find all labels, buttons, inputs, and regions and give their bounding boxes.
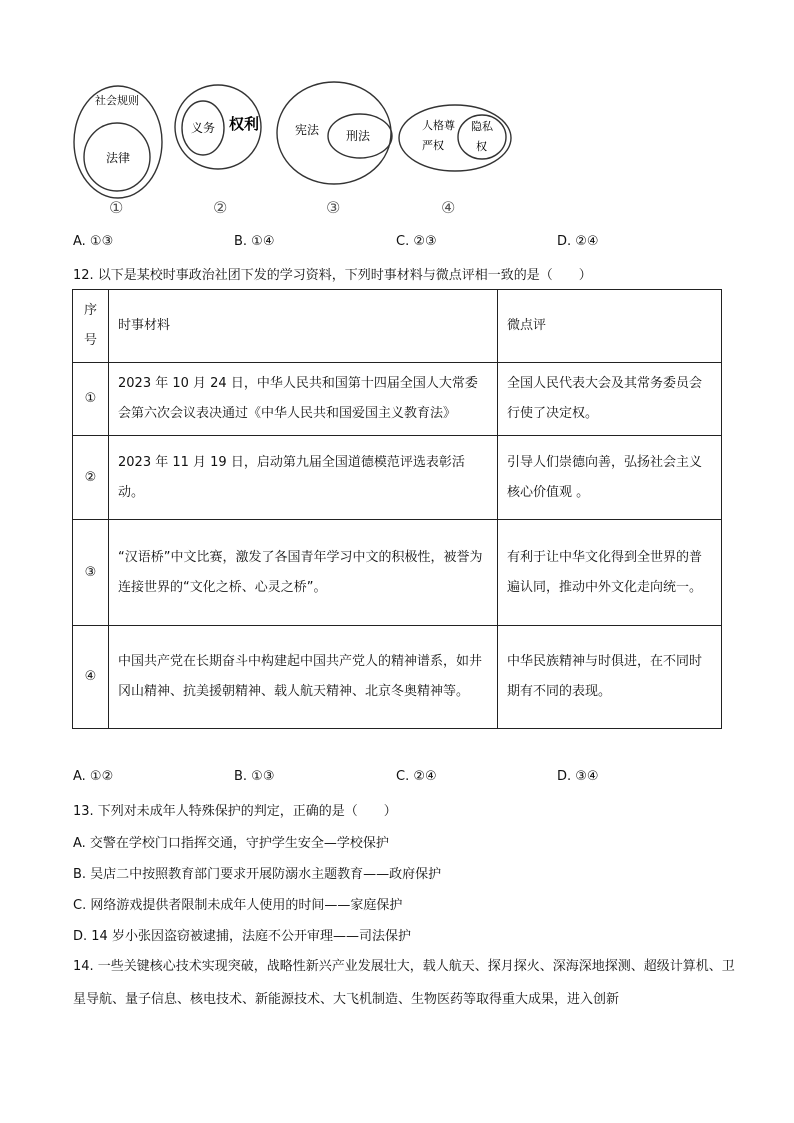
q13-option-d[interactable]: D. 14 岁小张因盗窃被逮捕，法庭不公开审理——司法保护 xyxy=(73,929,411,944)
q12-question: 12. 以下是某校时事政治社团下发的学习资料，下列时事材料与微点评相一致的是（ ） xyxy=(73,268,592,283)
header-number xyxy=(73,290,109,363)
q11-option-a[interactable]: A. ①③ xyxy=(73,234,114,249)
diagram-1-number: ① xyxy=(109,198,124,217)
q11-diagrams xyxy=(60,80,540,220)
row-material: 2023 年 11 月 19 日，启动第九届全国道德模范评选表彰活动。 xyxy=(109,436,498,520)
row-comment: 全国人民代表大会及其常务委员会行使了决定权。 xyxy=(498,363,722,436)
q14-text: 14. 一些关键核心技术实现突破，战略性新兴产业发展壮大，载人航天、探月探火、深海深地探测、超级计算机、卫星导航、量子信息、核电技术、新能源技术、大飞机制造、生物医药等取得重大成果，进入创新 xyxy=(73,959,735,1007)
diagram-3-number: ③ xyxy=(326,198,341,217)
diagram-4 xyxy=(399,105,511,217)
row-comment: 引导人们崇德向善，弘扬社会主义核心价值观 。 xyxy=(498,436,722,520)
diagram-4-outer-circle xyxy=(399,105,511,171)
diagram-3-inner-label: 刑法 xyxy=(346,129,371,143)
row-number: ④ xyxy=(73,626,109,729)
q12-option-a[interactable]: A. ①② xyxy=(73,769,114,784)
header-number-line2: 号 xyxy=(83,333,97,348)
diagram-1 xyxy=(74,86,162,217)
row-comment: 中华民族精神与时俱进，在不同时期有不同的表现。 xyxy=(498,626,722,729)
q13-option-c[interactable]: C. 网络游戏提供者限制未成年人使用的时间——家庭保护 xyxy=(73,898,403,913)
diagram-1-inner-label: 法律 xyxy=(106,151,131,165)
q13-option-b[interactable]: B. 吴店二中按照教育部门要求开展防溺水主题教育——政府保护 xyxy=(73,867,442,882)
diagram-2-outer-label: 权利 xyxy=(229,115,260,133)
diagram-4-number: ④ xyxy=(441,198,456,217)
diagram-4-inner-label-2: 权 xyxy=(476,140,487,153)
diagram-3 xyxy=(277,82,392,217)
row-number: ③ xyxy=(73,520,109,626)
diagram-4-outer-label-1: 人格尊 xyxy=(422,119,455,132)
table-header-row xyxy=(73,290,722,363)
q11-option-c[interactable]: C. ②③ xyxy=(396,234,437,249)
diagram-4-outer-label-2: 严权 xyxy=(422,139,444,152)
diagram-4-inner-label-1: 隐私 xyxy=(471,120,493,133)
q12-option-d[interactable]: D. ③④ xyxy=(557,769,599,784)
row-number: ② xyxy=(73,436,109,520)
table-row xyxy=(73,626,722,729)
row-material: 2023 年 10 月 24 日，中华人民共和国第十四届全国人大常委会第六次会议表决通过《中华人民共和国爱国主义教育法》 xyxy=(109,363,498,436)
q13-question: 13. 下列对未成年人特殊保护的判定，正确的是（ ） xyxy=(73,804,397,819)
table-row xyxy=(73,520,722,626)
row-comment: 有利于让中华文化得到全世界的普遍认同，推动中外文化走向统一。 xyxy=(498,520,722,626)
table-row xyxy=(73,363,722,436)
diagram-1-outer-label: 社会规则 xyxy=(95,94,139,107)
q11-option-b[interactable]: B. ①④ xyxy=(234,234,275,249)
header-material: 时事材料 xyxy=(109,290,498,363)
q12-option-b[interactable]: B. ①③ xyxy=(234,769,275,784)
q12-option-c[interactable]: C. ②④ xyxy=(396,769,437,784)
row-material: 中国共产党在长期奋斗中构建起中国共产党人的精神谱系，如井冈山精神、抗美援朝精神、载人航天精神、北京冬奥精神等。 xyxy=(109,626,498,729)
q11-option-d[interactable]: D. ②④ xyxy=(557,234,599,249)
diagram-2 xyxy=(175,85,261,217)
row-number: ① xyxy=(73,363,109,436)
row-material: “汉语桥”中文比赛，激发了各国青年学习中文的积极性，被誉为连接世界的“文化之桥、心灵之桥”。 xyxy=(109,520,498,626)
diagram-3-outer-label: 宪法 xyxy=(295,123,320,137)
q13-option-a[interactable]: A. 交警在学校门口指挥交通，守护学生安全—学校保护 xyxy=(73,836,389,851)
header-comment: 微点评 xyxy=(498,290,722,363)
q12-table xyxy=(72,289,722,729)
diagram-2-number: ② xyxy=(213,198,228,217)
table-row xyxy=(73,436,722,520)
header-number-line1: 序 xyxy=(83,303,97,318)
diagram-2-inner-label: 义务 xyxy=(191,121,216,135)
